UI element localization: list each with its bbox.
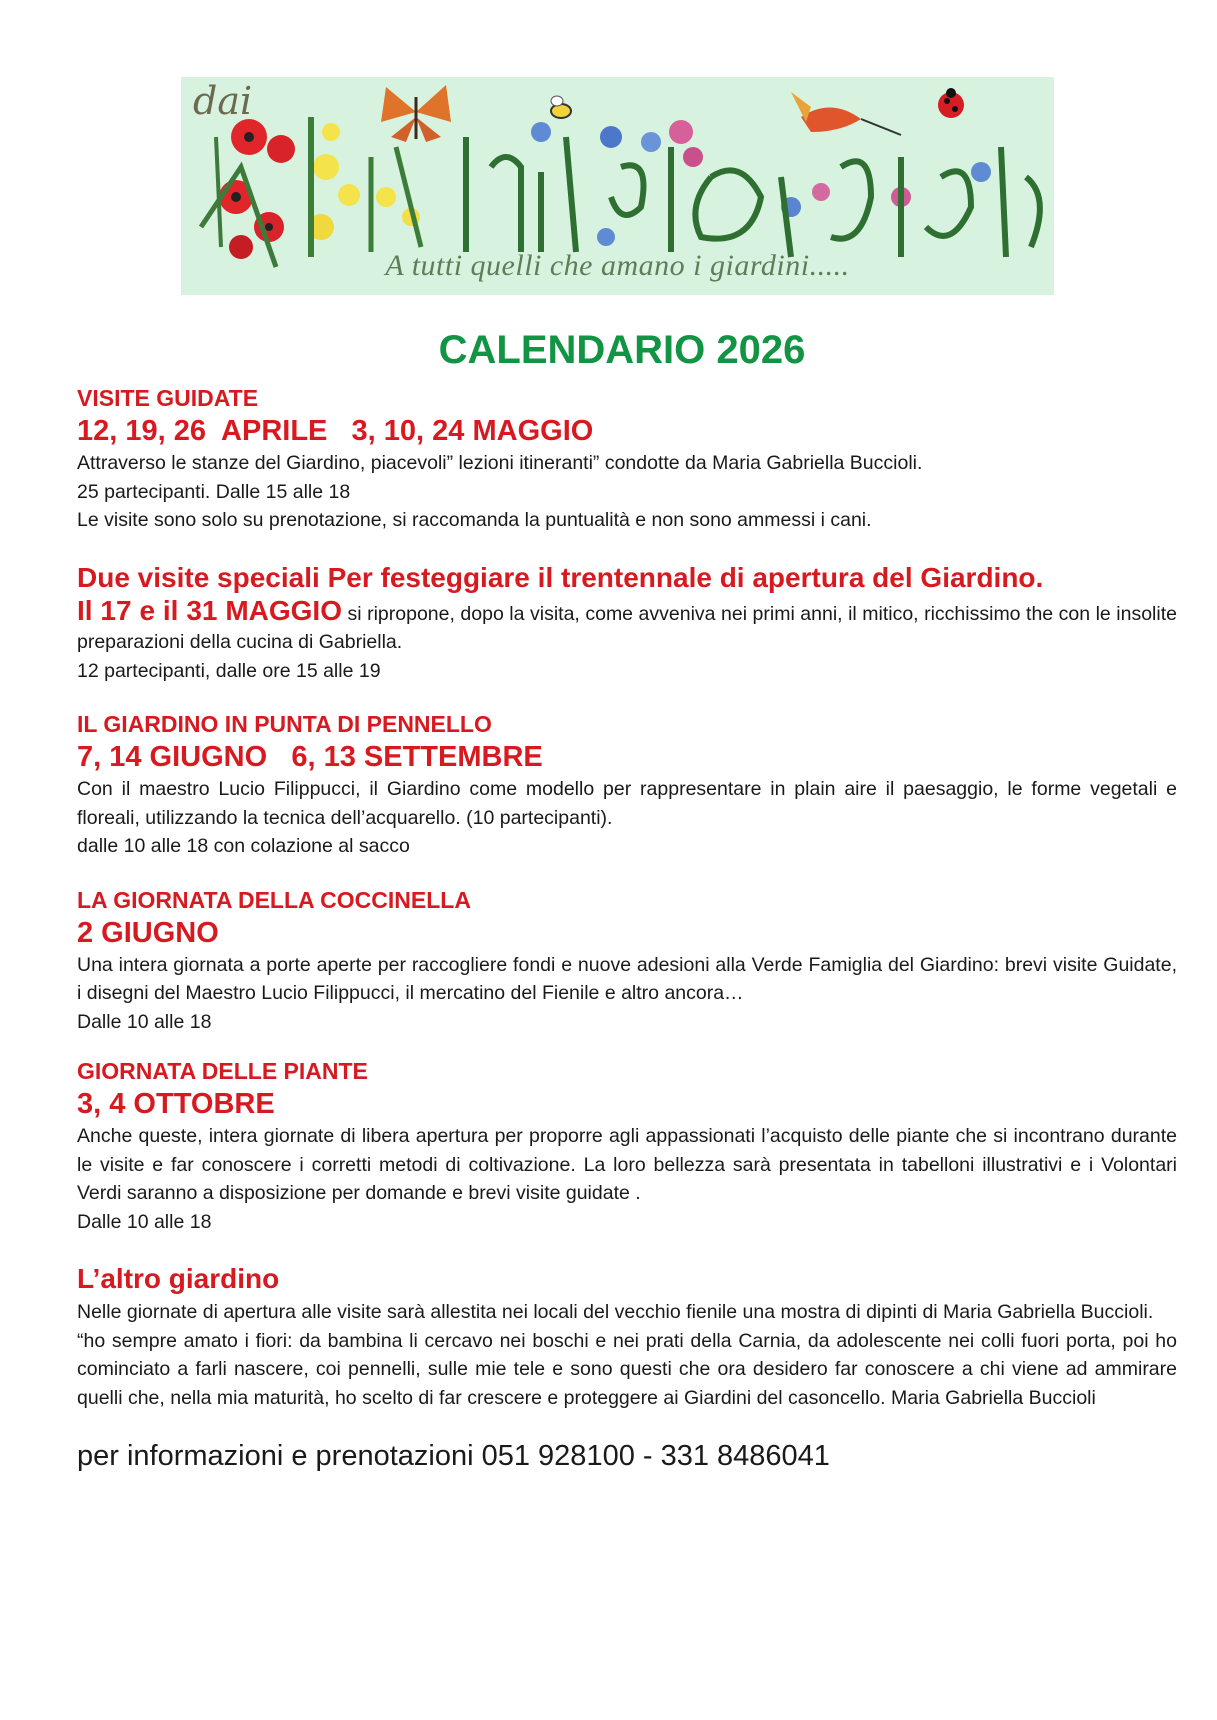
section-text — [77, 594, 1177, 657]
section-heading: L’altro giardino — [77, 1263, 280, 1294]
section-text: Nelle giornate di apertura alle visite sarà allestita nei locali del vecchio fienile una mostra di dipinti di Maria Gabriella Buccioli. — [77, 1301, 1154, 1323]
section-text: Dalle 10 alle 18 — [77, 1010, 212, 1033]
blue-flowers — [531, 122, 991, 246]
section-heading: Due visite speciali Per festeggiare il trentennale di apertura del Giardino. — [77, 561, 1044, 593]
ladybug-icon — [938, 88, 964, 118]
bee-icon — [551, 96, 571, 118]
section-coccinella — [77, 885, 1177, 1037]
section-dates: Il 17 e il 31 MAGGIO — [77, 594, 342, 626]
letter-plants-right — [781, 147, 1040, 257]
section-dates: 7, 14 GIUGNO 6, 13 SETTEMBRE — [77, 741, 543, 773]
section-text: 25 partecipanti. Dalle 15 alle 18 — [77, 480, 351, 503]
section-text: Le visite sono solo su prenotazione, si raccomanda la puntualità e non sono ammessi i cani. — [77, 509, 872, 531]
calendar-content — [77, 320, 1177, 1473]
section-text: Dalle 10 alle 18 — [77, 1210, 212, 1233]
pink-flowers — [669, 120, 911, 207]
section-text: Una intera giornata a porte aperte per raccogliere fondi e nuove adesioni alla Verde Famiglia del Giardino: brevi visite Guidate, i disegni del Maestro Lucio Filippucci, il mercatino del Fienile e altro ancora… — [77, 953, 1177, 1004]
butterfly-icon — [381, 85, 451, 142]
page-title: CALENDARIO 2026 — [438, 328, 806, 372]
section-text-body: si ripropone, dopo la visita, come avveniva nei primi anni, il mitico, ricchissimo the con le insolite preparazioni della cucina di Gabriella. — [77, 602, 1177, 653]
section-text: dalle 10 alle 18 con colazione al sacco — [77, 835, 410, 857]
section-altro-giardino — [77, 1260, 1177, 1412]
section-dates: 3, 4 OTTOBRE — [77, 1088, 275, 1120]
section-heading: LA GIORNATA DELLA COCCINELLA — [77, 886, 471, 913]
section-text: 12 partecipanti, dalle ore 15 alle 19 — [77, 659, 381, 682]
contact-info: per informazioni e prenotazioni 051 928100 - 331 8486041 — [77, 1440, 830, 1472]
section-text: Con il maestro Lucio Filippucci, il Giardino come modello per rappresentare in plain aire il paesaggio, le forme vegetali e floreali, utilizzando la tecnica dell’acquarello. (10 partecipanti). — [77, 778, 1177, 829]
banner-prefix: dai — [193, 79, 253, 123]
section-pennello — [77, 709, 1177, 861]
section-heading: VISITE GUIDATE — [77, 385, 259, 411]
section-quote: “ho sempre amato i fiori: da bambina li cercavo nei boschi e nei prati della Carnia, da adolescente nei colli fuori porta, poi ho cominciato a farli nascere, coi pennelli, sulle mie tele e sono questi che ora desidero far conoscere a chi viene ad ammirare quelli che, nella mia maturità, ho scelto di far crescere e proteggere ai Giardini del casoncello. Maria Gabriella Buccioli — [77, 1329, 1177, 1409]
section-heading: IL GIARDINO IN PUNTA DI PENNELLO — [77, 711, 492, 737]
section-visite-guidate — [77, 383, 1177, 535]
section-piante — [77, 1056, 1177, 1236]
section-heading: GIORNATA DELLE PIANTE — [77, 1058, 368, 1084]
bird-icon — [791, 92, 901, 135]
section-text: Anche queste, intera giornate di libera apertura per proporre agli appassionati l’acquisto delle piante che si incontrano durante le visite e far conoscere i corretti metodi di coltivazione. La loro bellezza sarà presentata in tabelloni illustrativi e i Volontari Verdi saranno a disposizione per domande e brevi visite guidate . — [77, 1125, 1177, 1204]
section-dates: 12, 19, 26 APRILE 3, 10, 24 MAGGIO — [77, 415, 594, 447]
poppy-flowers — [201, 119, 295, 267]
section-visite-speciali — [77, 559, 1177, 686]
section-dates: 2 GIUGNO — [77, 916, 219, 949]
header-banner — [181, 77, 1054, 295]
banner-motto: A tutti quelli che amano i giardini..... — [385, 249, 850, 282]
section-text: Attraverso le stanze del Giardino, piacevoli” lezioni itineranti” condotte da Maria Gabriella Buccioli. — [77, 452, 923, 474]
